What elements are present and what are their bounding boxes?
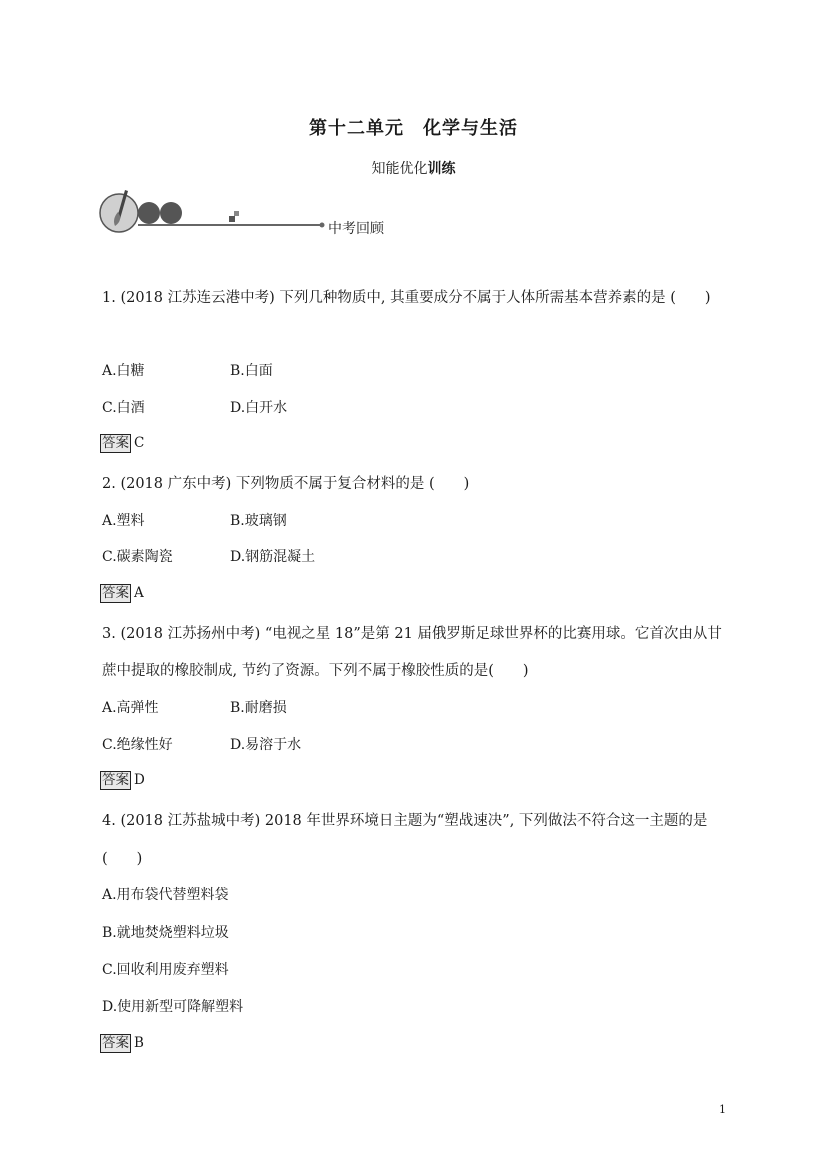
question-1-option-a: A.白糖 — [102, 363, 145, 379]
question-3-option-b: B.耐磨损 — [230, 700, 287, 716]
dot-icon-2 — [160, 202, 182, 224]
dot-icon-1 — [138, 202, 160, 224]
question-4-option-a: A.用布袋代替塑料袋 — [102, 887, 229, 903]
question-3-answer-label: 答案 — [102, 772, 129, 788]
question-3-stem-line-2: 蔗中提取的橡胶制成, 节约了资源。下列不属于橡胶性质的是( ) — [102, 663, 529, 679]
section-header-graphic — [98, 186, 328, 236]
rule-endpoint-dot — [320, 223, 325, 228]
question-2-answer: A — [134, 585, 144, 601]
page-title: 第十二单元 化学与生活 — [309, 118, 518, 139]
question-2-stem: 2. (2018 广东中考) 下列物质不属于复合材料的是 ( ) — [102, 476, 470, 492]
question-4-answer-label: 答案 — [102, 1035, 129, 1051]
square-icon-2 — [234, 211, 239, 216]
question-4-stem-line-1: 4. (2018 江苏盐城中考) 2018 年世界环境日主题为“塑战速决”, 下列做法不符合这一主题的是 — [102, 813, 708, 829]
question-1-answer: C — [134, 435, 145, 451]
question-2-option-a: A.塑料 — [102, 513, 145, 529]
question-4-option-d: D.使用新型可降解塑料 — [102, 999, 244, 1015]
question-3-answer: D — [134, 772, 145, 788]
question-2-option-c: C.碳素陶瓷 — [102, 549, 173, 565]
subtitle-text: 知能优化 — [371, 161, 428, 177]
question-3-stem-line-1: 3. (2018 江苏扬州中考) “电视之星 18”是第 21 届俄罗斯足球世界杯的比赛用球。它首次由从甘 — [102, 626, 722, 642]
subtitle-bold-text: 训练 — [427, 161, 456, 177]
question-4-option-c: C.回收利用废弃塑料 — [102, 962, 229, 978]
question-4-answer: B — [134, 1035, 144, 1051]
question-2-option-b: B.玻璃钢 — [230, 513, 287, 529]
square-icon-1 — [229, 216, 235, 222]
question-1-stem: 1. (2018 江苏连云港中考) 下列几种物质中, 其重要成分不属于人体所需基本营养素的是 ( ) — [102, 290, 711, 306]
question-1-option-d: D.白开水 — [230, 400, 288, 416]
question-1-answer-label: 答案 — [102, 435, 129, 451]
question-1-option-b: B.白面 — [230, 363, 273, 379]
question-3-option-c: C.绝缘性好 — [102, 737, 173, 753]
question-3-option-d: D.易溶于水 — [230, 737, 302, 753]
question-2-option-d: D.钢筋混凝土 — [230, 549, 316, 565]
section-label: 中考回顾 — [328, 221, 384, 237]
question-2-answer-label: 答案 — [102, 585, 129, 601]
page-subtitle — [0, 158, 827, 178]
question-4-option-b: B.就地焚烧塑料垃圾 — [102, 925, 229, 941]
question-3-option-a: A.高弹性 — [102, 700, 159, 716]
question-1-option-c: C.白酒 — [102, 400, 145, 416]
question-4-stem-line-2: ( ) — [102, 851, 143, 867]
page-number: 1 — [719, 1103, 726, 1116]
